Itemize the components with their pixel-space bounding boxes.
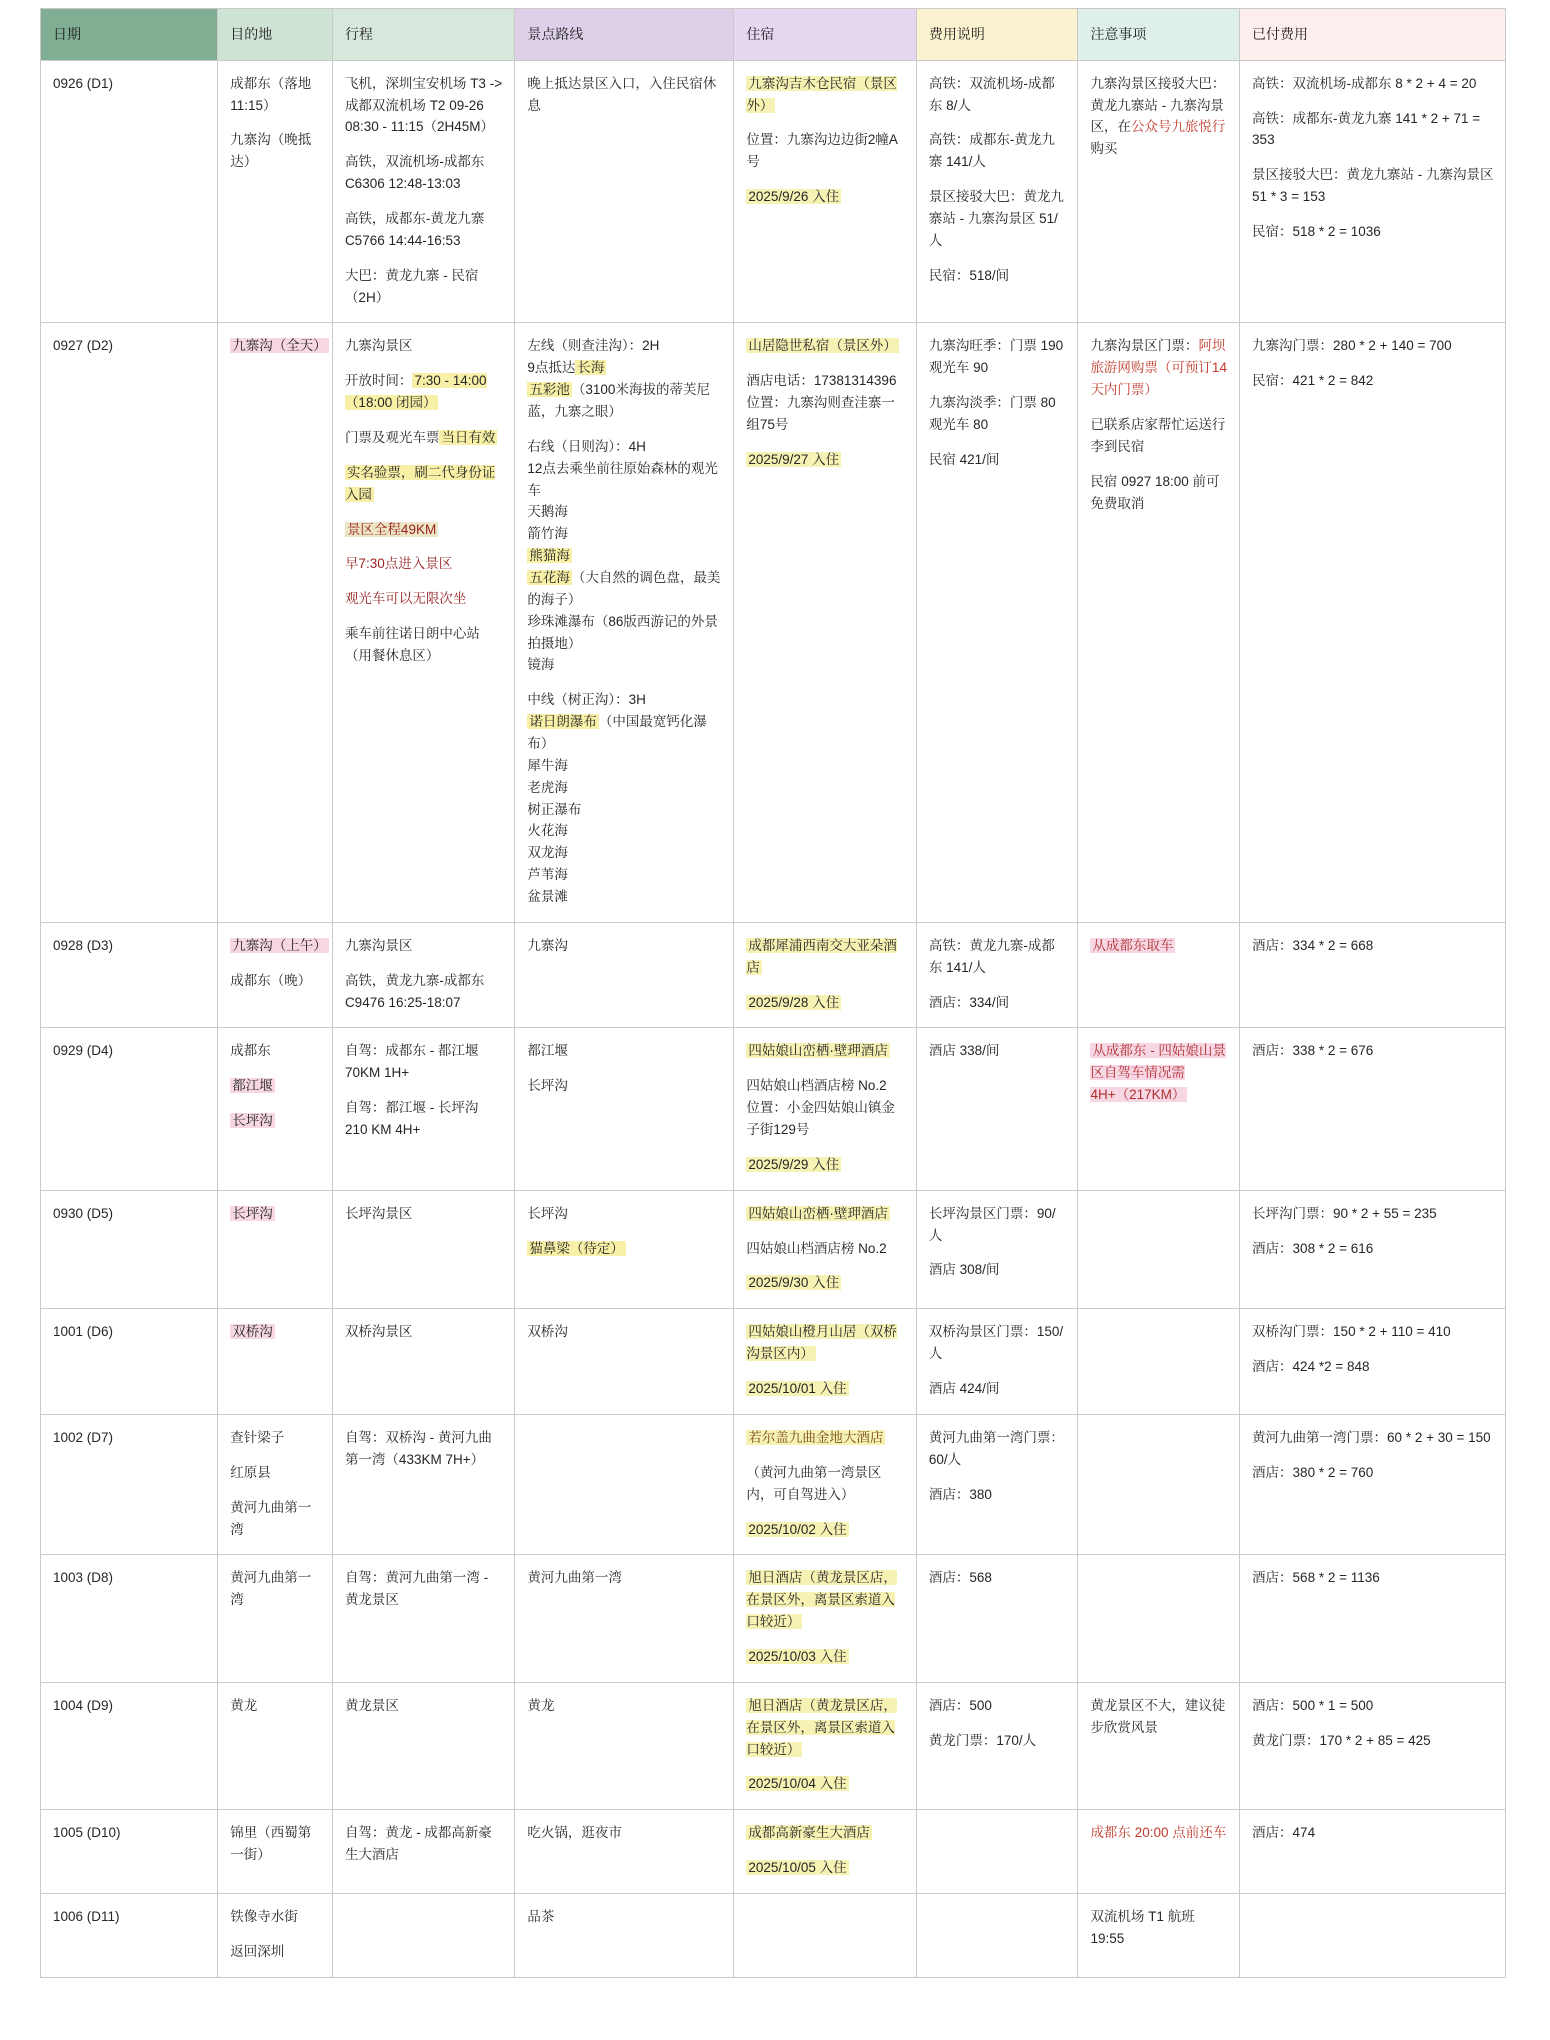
cell-date (41, 1682, 218, 1809)
hotel-name: 四姑娘山橙月山居（双桥沟景区内） (746, 1324, 897, 1362)
destination-item-highlight: 都江堰 (232, 1078, 273, 1094)
column-header-reminders: 注意事项 (1078, 9, 1240, 61)
text-line: 位置：小金四姑娘山镇金子街129号 (746, 1100, 895, 1138)
cell-spots (515, 1414, 734, 1554)
route-block (345, 1040, 504, 1084)
paid-item: 酒店：474 (1252, 1825, 1316, 1841)
fee-item: 黄龙门票：170/人 (928, 1732, 1037, 1748)
spot-item: 9点抵达 长海 (527, 360, 605, 376)
cell-route (332, 1190, 514, 1309)
spots-group-title: 左线（则查洼沟）：2H (527, 338, 660, 354)
spot-item: 犀牛海 (527, 757, 568, 773)
cell-accommodation (734, 1190, 916, 1309)
table-row (41, 1414, 1506, 1554)
hotel-name: 四姑娘山峦栖·壁玾酒店 (748, 1205, 888, 1221)
hotel-name: 山居隐世私宿（景区外） (748, 338, 897, 354)
fee-item: 酒店：380 (928, 1486, 992, 1502)
route-ticket-validity: 门票及观光车票 当日有效 (344, 429, 496, 445)
cell-paid (1240, 1309, 1506, 1415)
checkin-date: 2025/9/27 入住 (748, 451, 840, 467)
cell-date (41, 1190, 218, 1309)
fee-item: 酒店：500 (928, 1697, 992, 1713)
hotel-details (746, 1075, 905, 1141)
route-block (345, 1822, 504, 1866)
hotel-details (746, 1462, 905, 1506)
cell-reminders (1078, 922, 1240, 1028)
cell-date (41, 1893, 218, 1977)
checkin-date: 2025/9/30 入住 (748, 1275, 840, 1291)
reminder-item-highlight: 从成都东取车 (1092, 937, 1174, 953)
cell-date (41, 323, 218, 922)
cell-destination (218, 1555, 333, 1682)
cell-spots (515, 1810, 734, 1894)
cell-paid (1240, 1028, 1506, 1190)
cell-spots (515, 922, 734, 1028)
text-line: 大巴：黄龙九寨 - 民宿（2H） (344, 267, 479, 305)
table-row (41, 922, 1506, 1028)
date-label: 1003 (D8) (53, 1570, 114, 1586)
route-open-time: 开放时间： 7:30 - 14:00（18:00 闭园） (344, 373, 487, 411)
paid-item: 长坪沟门票：90 * 2 + 55 = 235 (1252, 1205, 1437, 1221)
route-block (345, 1321, 504, 1343)
cell-paid (1240, 1555, 1506, 1682)
fee-item: 景区接驳大巴：黄龙九寨站 - 九寨沟景区 51/人 (928, 189, 1064, 248)
cell-accommodation (734, 1893, 916, 1977)
cell-date (41, 1028, 218, 1190)
cell-route (332, 1309, 514, 1415)
route-block (345, 1695, 504, 1717)
cell-date (41, 1414, 218, 1554)
column-header-accommodation: 住宿 (734, 9, 916, 61)
cell-paid (1240, 323, 1506, 922)
cell-reminders (1078, 1555, 1240, 1682)
destination-item: 成都东 (230, 1043, 271, 1059)
spot-item: 老虎海 (527, 779, 568, 795)
text-line: 自驾：黄龙 - 成都高新豪生大酒店 (344, 1825, 492, 1863)
destination-item: 返回深圳 (230, 1943, 285, 1959)
cell-spots (515, 1555, 734, 1682)
table-row (41, 1309, 1506, 1415)
route-block (345, 73, 504, 139)
paid-item: 酒店：308 * 2 = 616 (1252, 1240, 1374, 1256)
spots-group (527, 335, 723, 422)
fee-item: 高铁：成都东-黄龙九寨 141/人 (928, 132, 1055, 170)
paid-item: 酒店：338 * 2 = 676 (1252, 1043, 1374, 1059)
text-line: 黄龙景区 (344, 1697, 399, 1713)
table-row (41, 60, 1506, 323)
destination-item: 红原县 (230, 1464, 271, 1480)
paid-item: 酒店：380 * 2 = 760 (1252, 1464, 1374, 1480)
cell-route (332, 323, 514, 922)
date-label: 1001 (D6) (53, 1324, 114, 1340)
route-block (345, 1427, 504, 1471)
table-row (41, 1893, 1506, 1977)
route-block (345, 208, 504, 252)
cell-accommodation (734, 1309, 916, 1415)
cell-reminders (1078, 60, 1240, 323)
route-block (345, 1567, 504, 1611)
reminder-item: 九寨沟景区接驳大巴：黄龙九寨站 - 九寨沟景区，在公众号九旅悦行购买 (1090, 75, 1226, 157)
cell-fee-notes (916, 323, 1078, 922)
destination-item-highlight: 长坪沟 (232, 1205, 273, 1221)
spot-item: 黄河九曲第一湾 (527, 1570, 622, 1586)
fee-item: 酒店：568 (928, 1570, 992, 1586)
cell-paid (1240, 1682, 1506, 1809)
text-line: （黄河九曲第一湾景区内，可自驾进入） (746, 1464, 882, 1502)
reminder-item: 双流机场 T1 航班 19:55 (1090, 1908, 1195, 1946)
cell-accommodation (734, 60, 916, 323)
paid-item: 九寨沟门票：280 * 2 + 140 = 700 (1252, 338, 1452, 354)
cell-route (332, 1893, 514, 1977)
cell-fee-notes (916, 1190, 1078, 1309)
checkin-date: 2025/10/02 入住 (748, 1521, 847, 1537)
paid-item: 民宿：421 * 2 = 842 (1252, 373, 1374, 389)
destination-item: 锦里（西蜀第一街） (230, 1825, 312, 1863)
text-line: 自驾：成都东 - 都江堰 70KM 1H+ (344, 1043, 479, 1081)
fee-item: 高铁：双流机场-成都东 8/人 (928, 75, 1055, 113)
cell-route (332, 1555, 514, 1682)
cell-route (332, 1682, 514, 1809)
spot-item: 芦苇海 (527, 867, 568, 883)
text-line: 酒店电话：17381314396 (746, 373, 897, 389)
spot-item: 黄龙 (527, 1697, 555, 1713)
text-line: 四姑娘山档酒店榜 No.2 (746, 1078, 887, 1094)
cell-paid (1240, 60, 1506, 323)
cell-fee-notes (916, 60, 1078, 323)
route-block (345, 1097, 504, 1141)
fee-item: 黄河九曲第一湾门票：60/人 (928, 1429, 1064, 1467)
checkin-date: 2025/10/05 入住 (748, 1860, 847, 1876)
checkin-date: 2025/10/03 入住 (748, 1648, 847, 1664)
cell-destination (218, 1309, 333, 1415)
spot-item: 箭竹海 (527, 526, 568, 542)
text-line: 双桥沟景区 (344, 1324, 413, 1340)
destination-item: 黄龙 (230, 1697, 258, 1713)
text-line: 位置：九寨沟则查洼寨一组75号 (746, 395, 895, 432)
paid-item: 酒店：500 * 1 = 500 (1252, 1697, 1374, 1713)
hotel-details (746, 370, 905, 436)
destination-item: 黄河九曲第一湾 (230, 1499, 312, 1537)
paid-item: 黄龙门票：170 * 2 + 85 = 425 (1252, 1732, 1431, 1748)
cell-reminders (1078, 1028, 1240, 1190)
text-line: 九寨沟景区 (344, 937, 413, 953)
spot-item: 品茶 (527, 1908, 555, 1924)
text-line: 四姑娘山档酒店榜 No.2 (746, 1240, 887, 1256)
table-row (41, 1028, 1506, 1190)
table-row (41, 1682, 1506, 1809)
text-line: 高铁，黄龙九寨-成都东 C9476 16:25-18:07 (344, 972, 485, 1010)
spot-item: 盆景滩 (527, 889, 568, 905)
route-id-check: 实名验票，刷二代身份证入园 (344, 464, 496, 502)
cell-accommodation (734, 1810, 916, 1894)
destination-item-highlight: 双桥沟 (232, 1324, 273, 1340)
cell-destination (218, 1414, 333, 1554)
spot-item: 双桥沟 (527, 1324, 568, 1340)
text-line: 飞机，深圳宝安机场 T3 -> 成都双流机场 T2 09-26 08:30 - 11:15（2H45M） (344, 75, 503, 135)
table-row (41, 1810, 1506, 1894)
cell-accommodation (734, 922, 916, 1028)
destination-item: 黄河九曲第一湾 (230, 1570, 312, 1608)
text-line: 高铁，双流机场-成都东 C6306 12:48-13:03 (344, 154, 485, 192)
text-line: 自驾：都江堰 - 长坪沟 210 KM 4H+ (344, 1100, 479, 1138)
cell-spots (515, 1893, 734, 1977)
cell-spots (515, 1682, 734, 1809)
cell-date (41, 922, 218, 1028)
itinerary-page (0, 8, 1550, 2038)
paid-item: 黄河九曲第一湾门票：60 * 2 + 30 = 150 (1252, 1429, 1491, 1445)
checkin-date: 2025/10/04 入住 (748, 1776, 847, 1792)
text-line: 自驾：双桥沟 - 黄河九曲第一湾（433KM 7H+） (344, 1429, 492, 1467)
hotel-name: 九寨沟吉木仓民宿（景区外） (746, 75, 897, 113)
date-label: 1004 (D9) (53, 1697, 114, 1713)
itinerary-table (40, 8, 1506, 1978)
cell-spots (515, 1028, 734, 1190)
destination-highlight: 九寨沟（全天） (232, 338, 327, 354)
cell-fee-notes (916, 1555, 1078, 1682)
cell-destination (218, 1893, 333, 1977)
cell-destination (218, 60, 333, 323)
cell-reminders (1078, 323, 1240, 922)
date-label: 1002 (D7) (53, 1429, 114, 1445)
cell-destination (218, 1682, 333, 1809)
hotel-name: 若尔盖九曲金地大酒店 (748, 1429, 884, 1445)
spot-item: 九寨沟 (527, 937, 568, 953)
spot-item: 晚上抵达景区入口，入住民宿休息 (527, 75, 717, 113)
table-header-row (41, 9, 1506, 61)
cell-route (332, 1414, 514, 1554)
date-label: 0928 (D3) (53, 937, 114, 953)
cell-destination (218, 323, 333, 922)
cell-fee-notes (916, 1682, 1078, 1809)
reminder-item: 已联系店家帮忙运送行李到民宿 (1090, 416, 1226, 454)
paid-item: 酒店：568 * 2 = 1136 (1252, 1570, 1380, 1586)
fee-item: 九寨沟淡季：门票 80 观光车 80 (928, 395, 1056, 432)
cell-fee-notes (916, 1028, 1078, 1190)
spot-item: 12点去乘坐前往原始森林的观光车 (527, 460, 718, 498)
spots-group-title: 中线（树正沟）：3H (527, 692, 646, 708)
cell-paid (1240, 922, 1506, 1028)
text-line: 自驾：黄河九曲第一湾 - 黄龙景区 (344, 1570, 489, 1608)
column-header-paid: 已付费用 (1240, 9, 1506, 61)
spot-item: 树正瀑布 (527, 801, 582, 817)
paid-item: 酒店：334 * 2 = 668 (1252, 937, 1374, 953)
fee-item: 酒店 424/间 (928, 1381, 1000, 1397)
hotel-details (746, 1238, 905, 1260)
fee-item: 民宿 421/间 (928, 451, 1000, 467)
destination-item: 九寨沟（晚抵达） (230, 132, 312, 170)
route-early-entry: 早7:30点进入景区 (344, 556, 453, 572)
cell-route (332, 1810, 514, 1894)
checkin-date: 2025/10/01 入住 (748, 1381, 847, 1397)
column-header-route: 行程 (332, 9, 514, 61)
route-title: 九寨沟景区 (344, 338, 413, 354)
cell-destination (218, 1810, 333, 1894)
cell-accommodation (734, 1028, 916, 1190)
cell-paid (1240, 1893, 1506, 1977)
cell-reminders (1078, 1309, 1240, 1415)
cell-accommodation (734, 1682, 916, 1809)
column-header-date: 日期 (41, 9, 218, 61)
reminder-item: 九寨沟景区门票：阿坝旅游网购票（可预订14天内门票） (1090, 338, 1227, 398)
spot-item: 长坪沟 (527, 1205, 568, 1221)
cell-spots (515, 323, 734, 922)
reminder-item-alert: 成都东 20:00 点前还车 (1090, 1825, 1227, 1841)
destination-item-highlight: 九寨沟（上午） (232, 937, 327, 953)
route-block (345, 151, 504, 195)
route-total-length: 景区全程49KM (346, 521, 437, 537)
cell-fee-notes (916, 922, 1078, 1028)
text-line: 位置：九寨沟边边街2幢A号 (746, 132, 898, 170)
spot-item: 双龙海 (527, 845, 568, 861)
cell-fee-notes (916, 1414, 1078, 1554)
cell-spots (515, 1309, 734, 1415)
table-row (41, 1555, 1506, 1682)
date-label: 1005 (D10) (53, 1825, 121, 1841)
fee-item: 九寨沟旺季：门票 190 观光车 90 (928, 338, 1064, 376)
cell-fee-notes (916, 1893, 1078, 1977)
fee-item: 双桥沟景区门票：150/人 (928, 1324, 1064, 1362)
paid-item: 高铁：双流机场-成都东 8 * 2 + 4 = 20 (1252, 75, 1477, 91)
paid-item: 民宿：518 * 2 = 1036 (1252, 223, 1381, 239)
spot-item: 火花海 (527, 823, 568, 839)
cell-date (41, 1555, 218, 1682)
cell-route (332, 1028, 514, 1190)
spot-item: 珍珠滩瀑布（86版西游记的外景拍摄地） (527, 613, 718, 651)
cell-date (41, 60, 218, 323)
route-block (345, 1203, 504, 1225)
cell-paid (1240, 1190, 1506, 1309)
destination-item: 成都东（晚） (230, 972, 312, 988)
cell-spots (515, 1190, 734, 1309)
date-label: 0929 (D4) (53, 1043, 114, 1059)
table-row (41, 1190, 1506, 1309)
cell-destination (218, 1190, 333, 1309)
paid-item: 景区接驳大巴：黄龙九寨站 - 九寨沟景区 51 * 3 = 153 (1252, 167, 1494, 205)
destination-item-highlight: 长坪沟 (232, 1113, 273, 1129)
fee-item: 酒店：334/间 (928, 994, 1010, 1010)
hotel-details (746, 129, 905, 173)
column-header-fee-notes: 费用说明 (916, 9, 1078, 61)
fee-item: 高铁：黄龙九寨-成都东 141/人 (928, 937, 1055, 975)
hotel-name: 成都犀浦西南交大亚朵酒店 (746, 937, 897, 975)
cell-destination (218, 1028, 333, 1190)
route-block (345, 265, 504, 309)
cell-destination (218, 922, 333, 1028)
column-header-destination: 目的地 (218, 9, 333, 61)
route-center-station: 乘车前往诺日朗中心站（用餐休息区） (344, 626, 480, 663)
paid-item: 酒店：424 *2 = 848 (1252, 1359, 1370, 1375)
date-label: 0926 (D1) (53, 75, 114, 91)
table-row (41, 323, 1506, 922)
hotel-name: 旭日酒店（黄龙景区店，在景区外，离景区索道入口较近） (746, 1570, 897, 1630)
cell-fee-notes (916, 1810, 1078, 1894)
spot-item: 长坪沟 (527, 1078, 568, 1094)
cell-date (41, 1309, 218, 1415)
paid-item: 高铁：成都东-黄龙九寨 141 * 2 + 71 = 353 (1252, 110, 1481, 148)
spot-item: 诺日朗瀑布 （中国最宽钙化瀑布） (527, 714, 707, 752)
checkin-date: 2025/9/28 入住 (748, 994, 840, 1010)
fee-item: 酒店 338/间 (928, 1043, 1000, 1059)
spot-item: 五花海 （大自然的调色盘，最美的海子） (527, 570, 721, 607)
fee-item: 民宿：518/间 (928, 267, 1010, 283)
cell-accommodation (734, 1555, 916, 1682)
spots-group (527, 689, 723, 908)
checkin-date: 2025/9/26 入住 (748, 189, 840, 205)
hotel-name: 四姑娘山峦栖·壁玾酒店 (748, 1043, 888, 1059)
cell-paid (1240, 1414, 1506, 1554)
paid-item: 双桥沟门票：150 * 2 + 110 = 410 (1252, 1324, 1451, 1340)
cell-accommodation (734, 1414, 916, 1554)
cell-reminders (1078, 1682, 1240, 1809)
reminder-item: 民宿 0927 18:00 前可免费取消 (1090, 473, 1220, 511)
cell-route (332, 60, 514, 323)
spot-item: 天鹅海 (527, 504, 568, 520)
text-line: 高铁，成都东-黄龙九寨 C5766 14:44-16:53 (344, 210, 485, 248)
spot-item-highlight: 猫鼻梁（待定） (529, 1240, 624, 1256)
reminder-item-highlight: 从成都东 - 四姑娘山景区自驾车情况需4H+（217KM） (1090, 1043, 1226, 1103)
fee-item: 酒店 308/间 (928, 1262, 1000, 1278)
date-label: 0930 (D5) (53, 1205, 114, 1221)
date-label: 0927 (D2) (53, 338, 114, 354)
destination-item: 铁像寺水街 (230, 1908, 298, 1924)
cell-date (41, 1810, 218, 1894)
checkin-date: 2025/9/29 入住 (748, 1156, 840, 1172)
table-body (41, 60, 1506, 1977)
hotel-name: 旭日酒店（黄龙景区店，在景区外，离景区索道入口较近） (746, 1697, 897, 1757)
spot-item: 吃火锅，逛夜市 (527, 1825, 622, 1841)
fee-item: 长坪沟景区门票：90/人 (928, 1205, 1056, 1243)
cell-route (332, 922, 514, 1028)
cell-paid (1240, 1810, 1506, 1894)
spot-item: 都江堰 (527, 1043, 568, 1059)
destination-item: 成都东（落地 11:15） (230, 75, 312, 113)
spots-group (527, 436, 723, 676)
spot-item: 熊猫海 (529, 548, 570, 564)
destination-item: 查针梁子 (230, 1429, 285, 1445)
cell-reminders (1078, 1810, 1240, 1894)
cell-reminders (1078, 1190, 1240, 1309)
cell-fee-notes (916, 1309, 1078, 1415)
hotel-name: 成都高新豪生大酒店 (748, 1825, 870, 1841)
spots-group-title: 右线（日则沟）：4H (527, 438, 646, 454)
cell-reminders (1078, 1414, 1240, 1554)
spot-item: 镜海 (527, 657, 555, 673)
cell-reminders (1078, 1893, 1240, 1977)
cell-spots (515, 60, 734, 323)
route-block (345, 970, 504, 1014)
date-label: 1006 (D11) (53, 1908, 120, 1924)
text-line: 长坪沟景区 (344, 1205, 413, 1221)
spot-item: 五彩池 （3100米海拔的蒂芙尼蓝，九寨之眼） (527, 382, 710, 419)
route-block (345, 935, 504, 957)
column-header-spots: 景点路线 (515, 9, 734, 61)
reminder-item: 黄龙景区不大，建议徒步欣赏风景 (1090, 1697, 1226, 1735)
cell-accommodation (734, 323, 916, 922)
route-bus-unlimited: 观光车可以无限次坐 (344, 591, 467, 607)
